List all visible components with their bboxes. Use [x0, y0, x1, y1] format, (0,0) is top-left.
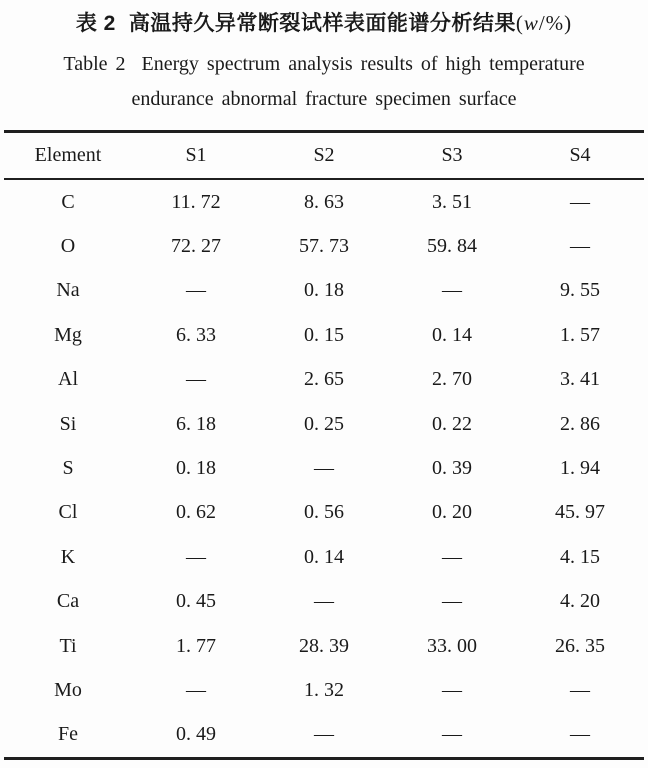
value-cell-s1: 0. 45 — [176, 590, 216, 613]
element-cell: Ca — [56, 590, 80, 613]
value-cell-s4: 1. 57 — [560, 323, 600, 346]
value-cell-s4: 1. 94 — [560, 457, 600, 480]
value-cell-s4: 45. 97 — [555, 501, 605, 524]
value-cell-s1: 6. 33 — [176, 323, 216, 346]
value-cell-s4: — — [570, 190, 590, 213]
value-cell-s2: 0. 25 — [304, 412, 344, 435]
value-cell-s4: 4. 15 — [560, 545, 600, 568]
value-cell-s3: — — [442, 279, 462, 302]
value-cell-s1: — — [186, 678, 206, 701]
table-row-mg — [4, 313, 644, 357]
value-cell-s1: 72. 27 — [171, 235, 221, 258]
table-row-s — [4, 446, 644, 490]
element-cell: Cl — [58, 501, 78, 524]
value-cell-s1: — — [186, 279, 206, 302]
value-cell-s3: 0. 14 — [432, 323, 472, 346]
column-header-s4: S4 — [516, 132, 644, 180]
element-cell: O — [60, 235, 76, 258]
caption-unit-symbol: w — [523, 11, 539, 35]
value-cell-s3: — — [442, 678, 462, 701]
element-cell: Na — [56, 279, 80, 302]
value-cell-s3: 0. 20 — [432, 501, 472, 524]
caption-unit-close: /%) — [538, 11, 573, 35]
element-cell: Mo — [54, 678, 82, 701]
table-caption-en — [0, 47, 648, 117]
value-cell-s4: 3. 41 — [560, 368, 600, 391]
value-cell-s4: 4. 20 — [560, 590, 600, 613]
value-cell-s1: 11. 72 — [171, 190, 221, 213]
value-cell-s2: 0. 14 — [304, 545, 344, 568]
value-cell-s4: 26. 35 — [555, 634, 605, 657]
value-cell-s3: 59. 84 — [427, 235, 477, 258]
table-row-k — [4, 535, 644, 579]
value-cell-s1: 1. 77 — [176, 634, 216, 657]
table-row-fe — [4, 713, 644, 759]
value-cell-s1: 0. 62 — [176, 501, 216, 524]
value-cell-s4: 9. 55 — [560, 279, 600, 302]
table-row-al — [4, 358, 644, 402]
value-cell-s4: — — [570, 235, 590, 258]
element-cell: Si — [59, 412, 77, 435]
caption-en-text: Energy spectrum analysis results of high temperature — [141, 53, 585, 75]
value-cell-s3: 33. 00 — [427, 634, 477, 657]
value-cell-s1: — — [186, 368, 206, 391]
value-cell-s3: 2. 70 — [432, 368, 472, 391]
caption-unit — [516, 11, 572, 35]
column-header-s3: S3 — [388, 132, 516, 180]
value-cell-s1: 0. 18 — [176, 457, 216, 480]
caption-unit-open: ( — [515, 11, 524, 35]
element-cell: Fe — [58, 723, 78, 746]
value-cell-s1: 6. 18 — [176, 412, 216, 435]
element-cell: K — [60, 545, 76, 568]
value-cell-s2: 8. 63 — [304, 190, 344, 213]
caption-en-number: Table 2 — [63, 53, 126, 75]
table-row-c — [4, 179, 644, 224]
table-row-ti — [4, 624, 644, 668]
column-header-s1: S1 — [132, 132, 260, 180]
caption-en-line1 — [0, 47, 648, 82]
value-cell-s3: 0. 22 — [432, 412, 472, 435]
value-cell-s2: — — [314, 590, 334, 613]
value-cell-s4: 2. 86 — [560, 412, 600, 435]
value-cell-s2: 2. 65 — [304, 368, 344, 391]
value-cell-s3: 0. 39 — [432, 457, 472, 480]
element-cell: Al — [58, 368, 78, 391]
value-cell-s2: 0. 56 — [304, 501, 344, 524]
header-row — [4, 132, 644, 180]
value-cell-s4: — — [570, 678, 590, 701]
table-row-o — [4, 224, 644, 268]
value-cell-s3: — — [442, 723, 462, 746]
caption-zh-number: 表 2 — [75, 12, 116, 35]
value-cell-s4: — — [570, 723, 590, 746]
column-header-element: Element — [4, 132, 132, 180]
value-cell-s3: 3. 51 — [432, 190, 472, 213]
caption-en-line2: endurance abnormal fracture specimen surface — [131, 88, 517, 110]
value-cell-s2: 28. 39 — [299, 634, 349, 657]
element-cell: Mg — [54, 323, 82, 346]
value-cell-s2: 0. 15 — [304, 323, 344, 346]
value-cell-s2: — — [314, 723, 334, 746]
table-row-na — [4, 269, 644, 313]
value-cell-s2: 57. 73 — [299, 235, 349, 258]
table-row-cl — [4, 491, 644, 535]
table-row-ca — [4, 580, 644, 624]
value-cell-s3: — — [442, 590, 462, 613]
value-cell-s2: 0. 18 — [304, 279, 344, 302]
energy-spectrum-table — [4, 130, 644, 760]
value-cell-s1: 0. 49 — [176, 723, 216, 746]
value-cell-s1: — — [186, 545, 206, 568]
element-cell: S — [62, 457, 74, 480]
value-cell-s2: — — [314, 457, 334, 480]
value-cell-s3: — — [442, 545, 462, 568]
table-row-mo — [4, 668, 644, 712]
element-cell: C — [61, 190, 75, 213]
table-row-si — [4, 402, 644, 446]
caption-zh-text: 高温持久异常断裂试样表面能谱分析结果 — [128, 12, 516, 35]
table-caption-zh — [0, 0, 648, 38]
element-cell: Ti — [59, 634, 77, 657]
value-cell-s2: 1. 32 — [304, 678, 344, 701]
column-header-s2: S2 — [260, 132, 388, 180]
